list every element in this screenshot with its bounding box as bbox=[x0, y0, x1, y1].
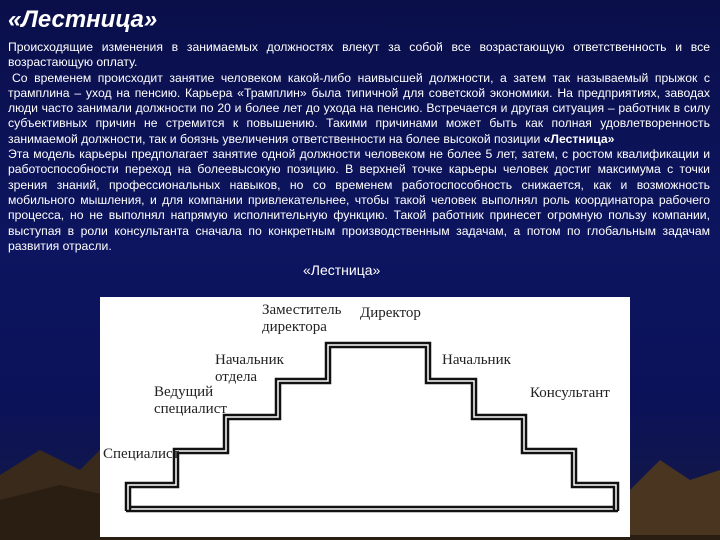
paragraph-2-bold: «Лестница» bbox=[543, 131, 615, 146]
body-text bbox=[8, 40, 710, 254]
label-lead-specialist: Ведущий специалист bbox=[154, 384, 227, 417]
label-deputy-director: Заместитель директора bbox=[262, 302, 342, 335]
career-ladder-diagram bbox=[100, 297, 630, 537]
label-director: Директор bbox=[360, 305, 421, 321]
page-title: «Лестница» bbox=[8, 6, 158, 33]
paragraph-3: Эта модель карьеры предполагает занятие одной должности человеком не более 5 лет, затем, с ростом квалификации и работоспособности переход на болеевысокую позицию. В верхней точке карьеры человек достиг максимума с точки зрения знаний, профессиональных навыков, но со временем работоспособность снижается, как и возможность мобильного мышления, и для компании привлекательнее, чтобы такой человек выполнял роль координатора рабочего процесса, но не выполнял напрямую исполнительную функцию. Такой работник принесет огромную пользу компании, выступая в роли консультанта сначала по конкретным производственным задачам, а потом по глобальным задачам развития отрасли. bbox=[8, 147, 710, 253]
staircase-inner bbox=[130, 347, 614, 511]
staircase-outer bbox=[126, 343, 618, 511]
label-dept-head: Начальник отдела bbox=[215, 352, 284, 385]
paragraph-2-text: Со временем происходит занятие человеком какой-либо наивысшей должности, а затем так называемый прыжок с трамплина – уход на пенсию. Карьера «Трамплин» была типичной для советской экономики. На предприятиях, заводах люди часто занимали должности по 20 и более лет до ухода на пенсию. Встречается и другая ситуация – работник в силу субъективных причин не стремится к повышению. Такими причинами может быть как полная удовлетворенность занимаемой должности, так и боязнь увеличения ответственности на более высокой позиции bbox=[8, 70, 710, 146]
label-consultant: Консультант bbox=[530, 385, 610, 401]
label-specialist: Специалист bbox=[103, 446, 180, 462]
slide-overlay-label: «Лестница» bbox=[303, 262, 381, 278]
paragraph-2 bbox=[8, 71, 710, 147]
label-head: Начальник bbox=[442, 352, 511, 368]
paragraph-1: Происходящие изменения в занимаемых должностях влекут за собой все возрастающую ответственность и все возрастающую оплату. bbox=[8, 40, 710, 70]
